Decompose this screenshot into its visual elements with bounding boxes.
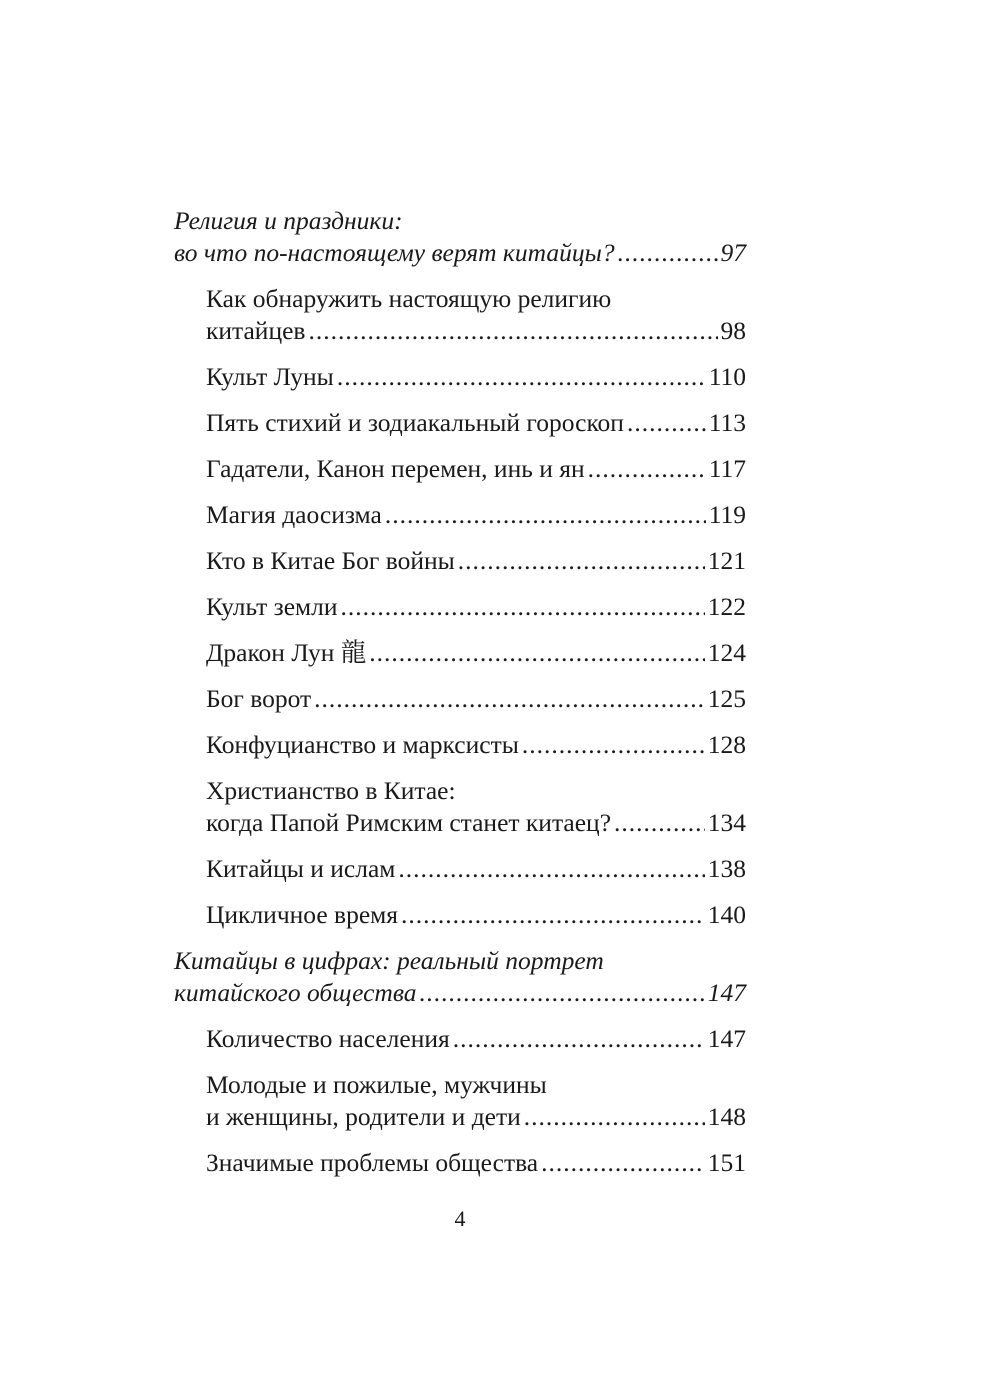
toc-entry-row bbox=[174, 237, 746, 269]
toc-subsection-entry bbox=[174, 1023, 746, 1055]
toc-entry-title-line: Религия и праздники: bbox=[174, 206, 403, 235]
dot-leader bbox=[341, 591, 705, 623]
toc-entry-row bbox=[206, 807, 746, 839]
toc-entry-title-line: Китайцы в цифрах: реальный портрет bbox=[174, 946, 604, 975]
toc-entry-title: когда Папой Римским станет китаец? bbox=[206, 808, 612, 837]
toc-entry-row bbox=[206, 1101, 746, 1133]
dot-leader bbox=[453, 1023, 705, 1055]
dot-leader bbox=[369, 637, 704, 669]
dot-leader bbox=[401, 899, 705, 931]
dot-leader bbox=[522, 729, 705, 761]
dot-leader bbox=[614, 807, 705, 839]
toc-entry-page: 98 bbox=[720, 316, 746, 345]
toc-entry-row bbox=[174, 977, 746, 1009]
toc-subsection-entry bbox=[174, 499, 746, 531]
toc-entry-page: 138 bbox=[707, 854, 746, 883]
toc-entry-title: китайцев bbox=[206, 316, 306, 345]
toc-entry-title: Дракон Лун 龍 bbox=[206, 638, 367, 667]
toc-entry-page: 110 bbox=[708, 362, 746, 391]
toc-entry-page: 134 bbox=[707, 808, 746, 837]
toc-entry-page: 124 bbox=[707, 638, 746, 667]
toc-subsection-entry bbox=[174, 683, 746, 715]
dot-leader bbox=[627, 407, 706, 439]
toc-entry-page: 125 bbox=[707, 684, 746, 713]
toc-entry-row bbox=[206, 683, 746, 715]
dot-leader bbox=[458, 545, 705, 577]
toc-subsection-entry bbox=[174, 899, 746, 931]
toc-entry-row bbox=[206, 899, 746, 931]
toc-subsection-entry bbox=[174, 1147, 746, 1179]
toc-entry-row bbox=[206, 853, 746, 885]
dot-leader bbox=[420, 977, 705, 1009]
toc-entry-page: 151 bbox=[707, 1148, 746, 1177]
toc-entry-page: 97 bbox=[720, 238, 746, 267]
dot-leader bbox=[588, 453, 706, 485]
toc-entry-title: Кто в Китае Бог войны bbox=[206, 546, 455, 575]
toc-entry-row bbox=[206, 499, 746, 531]
page-number: 4 bbox=[454, 1206, 466, 1231]
toc-entry-page: 113 bbox=[708, 408, 746, 437]
toc-entry-page: 128 bbox=[707, 730, 746, 759]
dot-leader bbox=[541, 1147, 705, 1179]
toc-entry-row bbox=[206, 315, 746, 347]
toc-entry-page: 117 bbox=[708, 454, 746, 483]
toc-entry-page: 140 bbox=[707, 900, 746, 929]
table-of-contents bbox=[174, 205, 746, 1193]
toc-entry-title: во что по-настоящему верят китайцы? bbox=[174, 238, 615, 267]
toc-subsection-entry bbox=[174, 283, 746, 347]
toc-subsection-entry bbox=[174, 407, 746, 439]
toc-entry-title: Магия даосизма bbox=[206, 500, 382, 529]
toc-entry-title-line: Христианство в Китае: bbox=[206, 776, 456, 805]
toc-entry-page: 121 bbox=[707, 546, 746, 575]
toc-entry-row bbox=[206, 591, 746, 623]
toc-section-entry bbox=[174, 945, 746, 1009]
dot-leader bbox=[337, 361, 706, 393]
toc-entry-title-line: Молодые и пожилые, мужчины bbox=[206, 1070, 547, 1099]
toc-entry-row bbox=[206, 637, 746, 669]
toc-entry-page: 147 bbox=[707, 1024, 746, 1053]
toc-section-entry bbox=[174, 205, 746, 269]
toc-subsection-entry bbox=[174, 729, 746, 761]
toc-subsection-entry bbox=[174, 637, 746, 669]
toc-entry-page: 148 bbox=[707, 1102, 746, 1131]
toc-entry-row bbox=[206, 407, 746, 439]
toc-entry-page: 122 bbox=[707, 592, 746, 621]
toc-subsection-entry bbox=[174, 775, 746, 839]
toc-entry-title: Бог ворот bbox=[206, 684, 312, 713]
toc-subsection-entry bbox=[174, 545, 746, 577]
toc-entry-title: Гадатели, Канон перемен, инь и ян bbox=[206, 454, 585, 483]
toc-entry-title: Китайцы и ислам bbox=[206, 854, 396, 883]
toc-entry-title: Цикличное время bbox=[206, 900, 399, 929]
toc-entry-row bbox=[206, 729, 746, 761]
toc-subsection-entry bbox=[174, 453, 746, 485]
dot-leader bbox=[524, 1101, 705, 1133]
toc-entry-row bbox=[206, 453, 746, 485]
dot-leader bbox=[398, 853, 704, 885]
toc-entry-title: Значимые проблемы общества bbox=[206, 1148, 539, 1177]
toc-entry-page: 147 bbox=[707, 978, 746, 1007]
toc-subsection-entry bbox=[174, 591, 746, 623]
toc-entry-title: Конфуцианство и марксисты bbox=[206, 730, 519, 759]
dot-leader bbox=[385, 499, 706, 531]
dot-leader bbox=[314, 683, 705, 715]
toc-subsection-entry bbox=[174, 1069, 746, 1133]
toc-entry-title: Количество населения bbox=[206, 1024, 450, 1053]
dot-leader bbox=[618, 237, 718, 269]
toc-entry-title: Культ земли bbox=[206, 592, 338, 621]
dot-leader bbox=[308, 315, 717, 347]
toc-entry-row bbox=[206, 1023, 746, 1055]
toc-entry-row bbox=[206, 361, 746, 393]
toc-entry-row bbox=[206, 545, 746, 577]
toc-entry-title: Пять стихий и зодиакальный гороскоп bbox=[206, 408, 624, 437]
toc-subsection-entry bbox=[174, 361, 746, 393]
toc-subsection-entry bbox=[174, 853, 746, 885]
toc-entry-title: китайского общества bbox=[174, 978, 417, 1007]
toc-entry-title: Культ Луны bbox=[206, 362, 334, 391]
toc-entry-row bbox=[206, 1147, 746, 1179]
toc-entry-title: и женщины, родители и дети bbox=[206, 1102, 521, 1131]
toc-entry-page: 119 bbox=[708, 500, 746, 529]
toc-entry-title-line: Как обнаружить настоящую религию bbox=[206, 284, 612, 313]
